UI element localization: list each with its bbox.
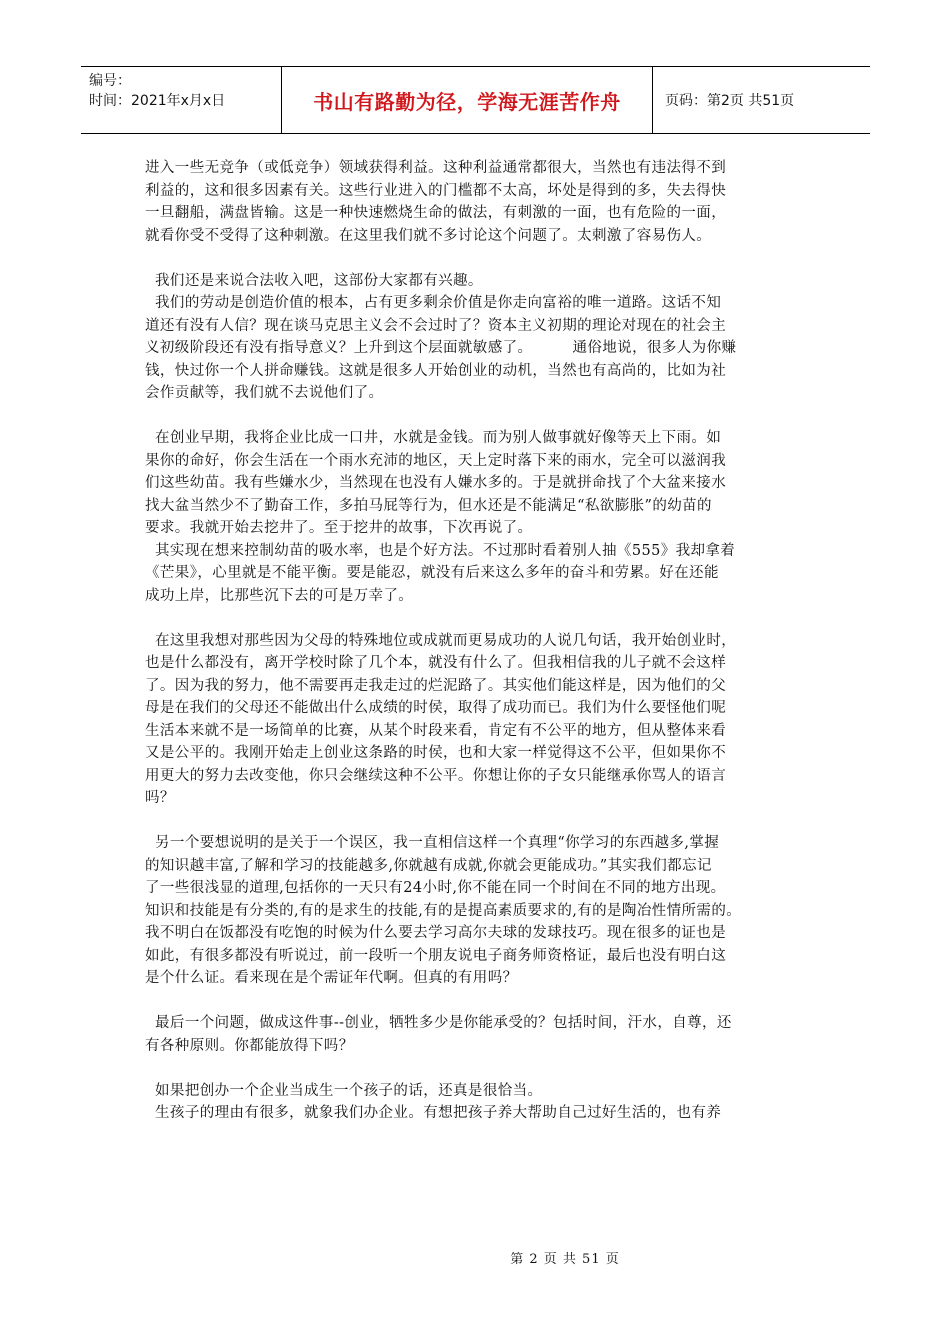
header-page-info: 页码：第2页 共51页 — [665, 93, 795, 109]
text-line: 在这里我想对那些因为父母的特殊地位或成就而更易成功的人说几句话，我开始创业时， — [145, 632, 737, 649]
header-motto: 书山有路勤为径，学海无涯苦作舟 — [282, 67, 653, 133]
paragraph-gap — [145, 1057, 810, 1080]
text-line: 知识和技能是有分类的,有的是求生的技能,有的是提高素质要求的,有的是陶冶性情所需的。 — [145, 902, 742, 919]
text-line: 义初级阶段还有没有指导意义？上升到这个层面就敏感了。 通俗地说，很多人为你赚 — [145, 340, 737, 356]
text-line: 会作贡献等，我们就不去说他们了。 — [145, 385, 384, 401]
paragraph-gap — [145, 607, 810, 630]
document-number-label: 编号： — [89, 73, 131, 89]
text-line: 找大盆当然少不了勤奋工作，多拍马屁等行为，但水还是不能满足“私欲膨胀”的幼苗的 — [145, 497, 712, 514]
text-line: 其实现在想来控制幼苗的吸水率，也是个好方法。不过那时看着别人抽《555》我却拿着 — [145, 542, 736, 559]
text-line: 吗？ — [145, 790, 175, 806]
text-line: 用更大的努力去改变他，你只会继续这种不公平。你想让你的子女只能继承你骂人的语言 — [145, 767, 727, 784]
text-line: 另一个要想说明的是关于一个误区，我一直相信这样一个真理“你学习的东西越多,掌握 — [145, 835, 720, 851]
text-line: 我不明白在饭都没有吃饱的时候为什么要去学习高尔夫球的发球技巧。现在很多的证也是 — [145, 925, 727, 941]
text-line: 了一些很浅显的道理,包括你的一天只有24小时,你不能在同一个时间在不同的地方出现。 — [145, 880, 726, 896]
text-line: 进入一些无竞争（或低竞争）领域获得利益。这种利益通常都很大，当然也有违法得不到 — [145, 160, 727, 176]
text-line: 是个什么证。看来现在是个需证年代啊。但真的有用吗？ — [145, 970, 518, 986]
text-line: 的知识越丰富,了解和学习的技能越多,你就越有成就,你就会更能成功。”其实我们都忘记 — [145, 857, 712, 874]
text-line: 《芒果》，心里就是不能平衡。要是能忍，就没有后来这么多年的奋斗和劳累。好在还能 — [145, 565, 719, 581]
paragraph-gap — [145, 990, 810, 1013]
document-time-label: 时间：2021年x月x日 — [89, 93, 226, 109]
text-line: 生活本来就不是一场简单的比赛，从某个时段来看，肯定有不公平的地方，但从整体来看 — [145, 722, 727, 739]
paragraph-gap — [145, 810, 810, 833]
text-line: 我们还是来说合法收入吧，这部份大家都有兴趣。 — [145, 272, 483, 289]
document-body — [145, 157, 810, 1125]
text-line: 成功上岸，比那些沉下去的可是万幸了。 — [145, 587, 414, 604]
page-header — [81, 66, 870, 134]
text-line: 在创业早期，我将企业比成一口井，水就是金钱。而为别人做事就好像等天上下雨。如 — [145, 430, 722, 446]
text-line: 也是什么都没有，离开学校时除了几个本，就没有什么了。但我相信我的儿子就不会这样 — [145, 655, 727, 671]
header-meta — [81, 67, 282, 133]
text-line: 如果把创办一个企业当成生一个孩子的话，还真是很恰当。 — [145, 1082, 543, 1099]
paragraph-gap — [145, 247, 810, 270]
text-line: 母是在我们的父母还不能做出什么成绩的时侯，取得了成功而已。我们为什么要怪他们呢 — [145, 700, 727, 716]
text-line: 利益的，这和很多因素有关。这些行业进入的门槛都不太高，坏处是得到的多，失去得快 — [145, 182, 727, 199]
text-line: 们这些幼苗。我有些嫌水少，当然现在也没有人嫌水多的。于是就拼命找了个大盆来接水 — [145, 475, 727, 491]
text-line: 一旦翻船，满盘皆输。这是一种快速燃烧生命的做法，有刺激的一面，也有危险的一面， — [145, 205, 727, 221]
text-line: 就看你受不受得了这种刺激。在这里我们就不多讨论这个问题了。太刺激了容易伤人。 — [145, 227, 712, 244]
text-line: 果你的命好，你会生活在一个雨水充沛的地区，天上定时落下来的雨水，完全可以滋润我 — [145, 452, 727, 469]
text-line: 要求。我就开始去挖井了。至于挖井的故事，下次再说了。 — [145, 520, 533, 536]
text-line: 了。因为我的努力，他不需要再走我走过的烂泥路了。其实他们能这样是，因为他们的父 — [145, 677, 727, 694]
text-line: 我们的劳动是创造价值的根本，占有更多剩余价值是你走向富裕的唯一道路。这话不知 — [145, 295, 722, 311]
text-line: 生孩子的理由有很多，就象我们办企业。有想把孩子养大帮助自己过好生活的，也有养 — [145, 1105, 722, 1121]
text-line: 如此，有很多都没有听说过，前一段听一个朋友说电子商务师资格证，最后也没有明白这 — [145, 947, 727, 964]
text-line: 有各种原则。你都能放得下吗？ — [145, 1037, 354, 1054]
text-line: 道还有没有人信？现在谈马克思主义会不会过时了？资本主义初期的理论对现在的社会主 — [145, 317, 727, 334]
text-line: 钱，快过你一个人拼命赚钱。这就是很多人开始创业的动机，当然也有高尚的，比如为社 — [145, 362, 727, 379]
text-line: 又是公平的。我刚开始走上创业这条路的时侯，也和大家一样觉得这不公平，但如果你不 — [145, 745, 727, 761]
paragraph-gap — [145, 405, 810, 428]
text-line: 最后一个问题，做成这件事--创业，牺牲多少是你能承受的？包括时间，汗水，自尊，还 — [145, 1015, 732, 1031]
page-footer: 第 2 页 共 51 页 — [510, 1252, 620, 1267]
